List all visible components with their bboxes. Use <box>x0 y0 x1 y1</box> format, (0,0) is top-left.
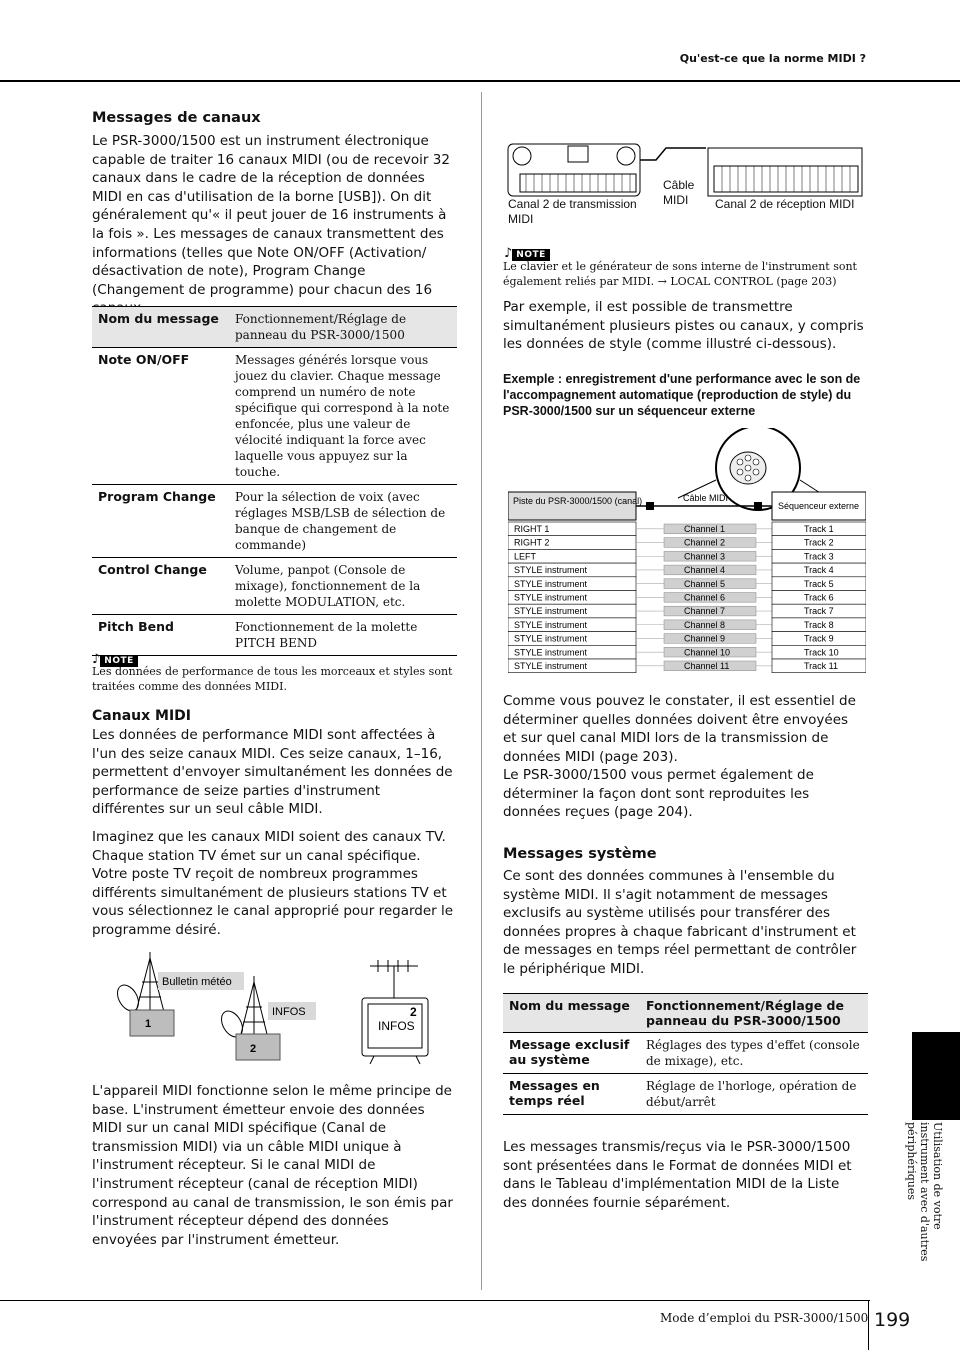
seq-track-label: STYLE instrument <box>514 619 588 630</box>
seq-channel-label: Channel 4 <box>684 565 726 576</box>
table-header-cell: Nom du message <box>509 998 630 1013</box>
sequencer-figure <box>508 428 866 678</box>
table-row <box>503 1074 868 1115</box>
seq-track-label: STYLE instrument <box>514 578 588 589</box>
seq-channel-label: Channel 8 <box>684 619 726 630</box>
antenna-tower-icon <box>240 976 268 1038</box>
seq-channel-label: Channel 6 <box>684 592 726 603</box>
seq-track-label: LEFT <box>514 551 537 562</box>
seq-sequencer-label: Track 7 <box>804 606 834 617</box>
label-news: INFOS <box>272 1006 306 1018</box>
footer-divider <box>868 1300 869 1350</box>
label-midi-cable: Câble MIDI <box>663 178 695 207</box>
table-row <box>92 348 457 485</box>
paragraph-canaux-midi: Les données de performance MIDI sont affectées à l'un des seize canaux MIDI. Ces seize canaux, 1–16, permettent d'envoyer simultanément les données de performance de seize parties d'instrument différentes sur un seul câble MIDI. <box>92 727 453 818</box>
seq-track-label: STYLE instrument <box>514 633 588 644</box>
tv-screen-label: INFOS <box>378 1019 415 1033</box>
tv-broadcast-figure <box>112 952 442 1070</box>
seq-sequencer-label: Track 11 <box>804 661 839 671</box>
seq-track-label: STYLE instrument <box>514 592 588 603</box>
table-row <box>92 615 457 656</box>
seq-channel-label: Channel 7 <box>684 606 726 617</box>
table-cell-key: Messages en temps réel <box>509 1078 600 1108</box>
paragraph-data-format: Les messages transmis/reçus via le PSR-3000/1500 sont présentées dans le Format de données MIDI et dans le Tableau d'implémentation MIDI de la Liste des données fournie séparément. <box>503 1139 852 1211</box>
system-messages-table <box>503 993 868 1115</box>
station-number: 2 <box>250 1043 257 1055</box>
seq-sequencer-label: Track 9 <box>804 633 834 644</box>
footer-rule <box>0 1300 870 1301</box>
column-divider <box>481 92 482 1290</box>
heading-messages-systeme: Messages système <box>503 846 657 862</box>
paragraph-essential: Comme vous pouvez le constater, il est essentiel de déterminer quelles données doivent être envoyées et sur quel canal MIDI lors de la transmission de données MIDI (page 203). <box>503 693 856 765</box>
seq-channel-label: Channel 1 <box>684 524 726 534</box>
table-cell-value: Pour la sélection de voix (avec réglages MSB/LSB de sélection de banque de changement de commande) <box>235 490 446 552</box>
table-row <box>503 1033 868 1074</box>
paragraph-example-intro: Par exemple, il est possible de transmettre simultanément plusieurs pistes ou canaux, y compris les données de style (comme illustré ci-dessous). <box>503 299 864 353</box>
table-cell-key: Pitch Bend <box>98 619 174 634</box>
label-rx-channel: Canal 2 de réception MIDI <box>715 197 855 211</box>
channel-messages-table <box>92 306 457 656</box>
table-cell-key: Message exclusif au système <box>509 1037 630 1067</box>
keyboard-receiver-icon <box>708 148 862 196</box>
running-header: Qu'est-ce que la norme MIDI ? <box>679 52 866 65</box>
table-cell-key: Control Change <box>98 562 207 577</box>
seq-channel-label: Channel 11 <box>684 661 730 671</box>
tv-antenna-icon <box>370 960 418 998</box>
paragraph-canaux: Le PSR-3000/1500 est un instrument électronique capable de traiter 16 canaux MIDI (ou de recevoir 32 canaux dans le cadre de la réception de données MIDI en cas d'utilisation de la borne [USB]). On dit généralement qu'« il peut jouer de 16 instruments à la fois ». Les messages de canaux transmettent des informations (telles que Note ON/OFF (Activation/ désactivation de note), Program Change (Changement de programme) pour chacun des 16 canaux. <box>92 133 450 317</box>
table-cell-value: Réglage de l'horloge, opération de début/arrêt <box>646 1079 857 1109</box>
seq-sequencer-label: Track 3 <box>804 551 834 562</box>
seq-channel-label: Channel 9 <box>684 633 726 644</box>
station-number: 1 <box>145 1018 152 1030</box>
heading-canaux-midi: Canaux MIDI <box>92 708 191 724</box>
note-text: Les données de performance de tous les morceaux et styles sont traitées comme des données MIDI. <box>92 665 453 693</box>
seq-track-label: STYLE instrument <box>514 565 588 576</box>
table-header-cell: Nom du message <box>98 311 219 326</box>
page-number: 199 <box>874 1309 911 1331</box>
keyboard-transmitter-icon <box>508 144 640 196</box>
label-tx-channel: Canal 2 de transmission MIDI <box>508 197 637 226</box>
note-icon: ♪ NOTE <box>504 242 550 261</box>
seq-sequencer-label: Track 1 <box>804 524 834 534</box>
table-cell-key: Program Change <box>98 489 216 504</box>
table-header-cell: Fonctionnement/Réglage de panneau du PSR-3000/1500 <box>646 998 844 1028</box>
paragraph-tv-analogy: Imaginez que les canaux MIDI soient des canaux TV. Chaque station TV émet sur un canal spécifique. Votre poste TV reçoit de nombreux programmes différents simultanément de plusieurs stations TV et vous sélectionnez le canal approprié pour regarder le programme désiré. <box>92 829 454 938</box>
seq-sequencer-label: Track 5 <box>804 578 834 589</box>
seq-sequencer-label: Track 2 <box>804 537 834 548</box>
seq-cable-label: Câble MIDI <box>683 493 729 503</box>
chapter-tab <box>912 1032 960 1120</box>
heading-messages-de-canaux: Messages de canaux <box>92 110 261 126</box>
seq-track-label: RIGHT 2 <box>514 537 550 548</box>
tv-channel-number: 2 <box>410 1005 417 1019</box>
midi-cable-icon <box>640 148 706 160</box>
seq-channel-label: Channel 10 <box>684 647 731 658</box>
seq-sequencer-label: Track 10 <box>804 647 839 658</box>
paragraph-system: Ce sont des données communes à l'ensemble du système MIDI. Il s'agit notamment de messages exclusifs au système utilisés pour transférer des données propres à chaque fabricant d'instrument et de messages en temps réel permettant de contrôler le périphérique MIDI. <box>503 868 857 977</box>
table-row <box>92 485 457 558</box>
seq-right-header: Séquenceur externe <box>778 501 860 511</box>
seq-track-label: STYLE instrument <box>514 606 588 617</box>
chapter-tab-label: Utilisation de votre instrument avec d'autres périphériques <box>905 1122 944 1262</box>
seq-channel-label: Channel 2 <box>684 537 726 548</box>
seq-track-label: STYLE instrument <box>514 647 588 658</box>
table-header-row <box>92 307 457 348</box>
paragraph-midi-principle: L'appareil MIDI fonctionne selon le même principe de base. L'instrument émetteur envoie des données MIDI sur un canal MIDI spécifique (Canal de transmission MIDI) via un câble MIDI unique à l'instrument récepteur. Si le canal MIDI de l'instrument récepteur (canal de réception MIDI) correspond au canal de transmission, le son émis par l'instrument récepteur dépend des données envoyées par l'instrument émetteur. <box>92 1083 453 1248</box>
table-cell-value: Volume, panpot (Console de mixage), fonctionnement de la molette MODULATION, etc. <box>235 563 421 609</box>
seq-left-header: Piste du PSR-3000/1500 (canal) <box>513 496 643 506</box>
seq-track-label: STYLE instrument <box>514 661 588 671</box>
seq-channel-label: Channel 3 <box>684 551 726 562</box>
footer-manual-title: Mode d’emploi du PSR-3000/1500 <box>660 1311 869 1325</box>
table-header-cell: Fonctionnement/Réglage de panneau du PSR-3000/1500 <box>235 312 407 342</box>
seq-sequencer-label: Track 8 <box>804 619 834 630</box>
table-cell-value: Réglages des types d'effet (console de mixage), etc. <box>646 1038 860 1068</box>
chapter-tab-label-wrap <box>905 1122 944 1284</box>
label-weather: Bulletin météo <box>162 976 232 988</box>
table-header-row <box>503 994 868 1033</box>
note-icon: ♪ NOTE <box>92 648 138 667</box>
table-cell-value: Messages générés lorsque vous jouez du clavier. Chaque message comprend un numéro de note spécifique qui correspond à la note enfoncée, plus une valeur de vélocité indiquant la force avec laquelle vous appuyez sur la touche. <box>235 353 450 479</box>
header-rule <box>0 80 960 82</box>
table-row <box>92 558 457 615</box>
table-cell-key: Note ON/OFF <box>98 352 190 367</box>
seq-channel-label: Channel 5 <box>684 578 726 589</box>
note-text: Le clavier et le générateur de sons interne de l'instrument sont également reliés par MIDI. → LOCAL CONTROL (page 203) <box>503 260 857 288</box>
seq-sequencer-label: Track 4 <box>804 565 834 576</box>
paragraph-reproduction: Le PSR-3000/1500 vous permet également de déterminer la façon dont sont reproduites les données reçues (page 204). <box>503 767 814 821</box>
seq-track-label: RIGHT 1 <box>514 524 550 534</box>
example-title: Exemple : enregistrement d'une performance avec le son de l'accompagnement automatique (reproduction de style) du PSR-3000/1500 sur un séquenceur externe <box>503 372 861 418</box>
table-cell-value: Fonctionnement de la molette PITCH BEND <box>235 620 418 650</box>
seq-sequencer-label: Track 6 <box>804 592 834 603</box>
